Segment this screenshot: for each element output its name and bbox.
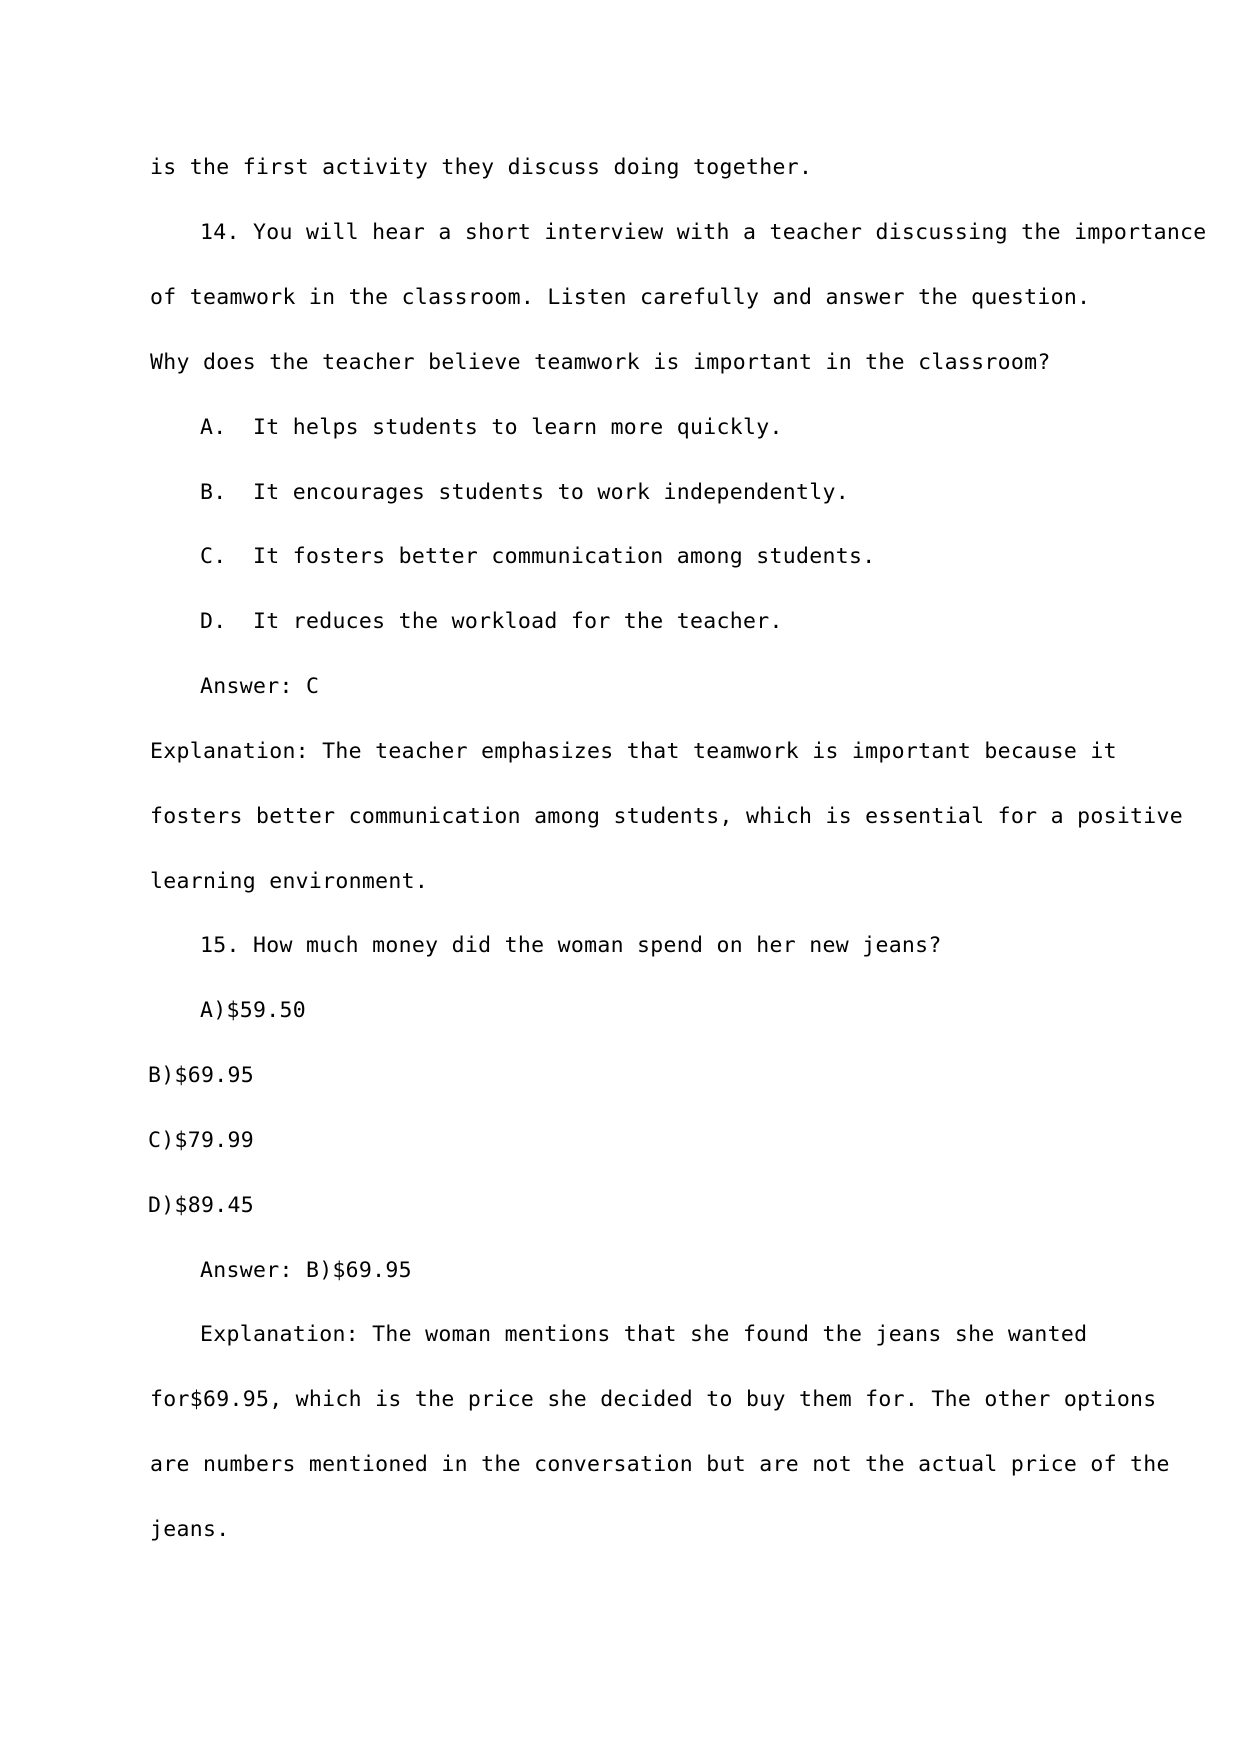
q14-stem-line-2: of teamwork in the classroom. Listen carefully and answer the question.: [150, 285, 1091, 310]
q15-explanation-line-1: Explanation: The woman mentions that she found the jeans she wanted: [200, 1322, 1088, 1347]
q15-option-b: B)$69.95: [148, 1063, 254, 1088]
q15-answer: Answer: B)$69.95: [200, 1258, 412, 1283]
q14-option-b: B. It encourages students to work independently.: [200, 480, 849, 505]
q14-question: Why does the teacher believe teamwork is important in the classroom?: [150, 350, 1051, 375]
q15-option-d: D)$89.45: [148, 1193, 254, 1218]
q14-option-c: C. It fosters better communication among students.: [200, 544, 876, 569]
q14-option-d: D. It reduces the workload for the teacher.: [200, 609, 783, 634]
q14-explanation-line-2: fosters better communication among students, which is essential for a positive: [150, 804, 1184, 829]
q15-option-a: A)$59.50: [200, 998, 306, 1023]
q14-answer: Answer: C: [200, 674, 320, 699]
q14-option-a: A. It helps students to learn more quickly.: [200, 415, 783, 440]
q15-explanation-line-4: jeans.: [150, 1517, 230, 1542]
q15-question: 15. How much money did the woman spend on her new jeans?: [200, 933, 942, 958]
q14-stem-line-1: 14. You will hear a short interview with a teacher discussing the importance: [200, 220, 1207, 245]
q15-explanation-line-3: are numbers mentioned in the conversation but are not the actual price of the: [150, 1452, 1170, 1477]
continuation-line: is the first activity they discuss doing together.: [150, 155, 813, 180]
q14-explanation-line-1: Explanation: The teacher emphasizes that teamwork is important because it: [150, 739, 1117, 764]
q14-explanation-line-3: learning environment.: [150, 869, 429, 894]
q15-explanation-line-2: for$69.95, which is the price she decided to buy them for. The other options: [150, 1387, 1157, 1412]
q15-option-c: C)$79.99: [148, 1128, 254, 1153]
